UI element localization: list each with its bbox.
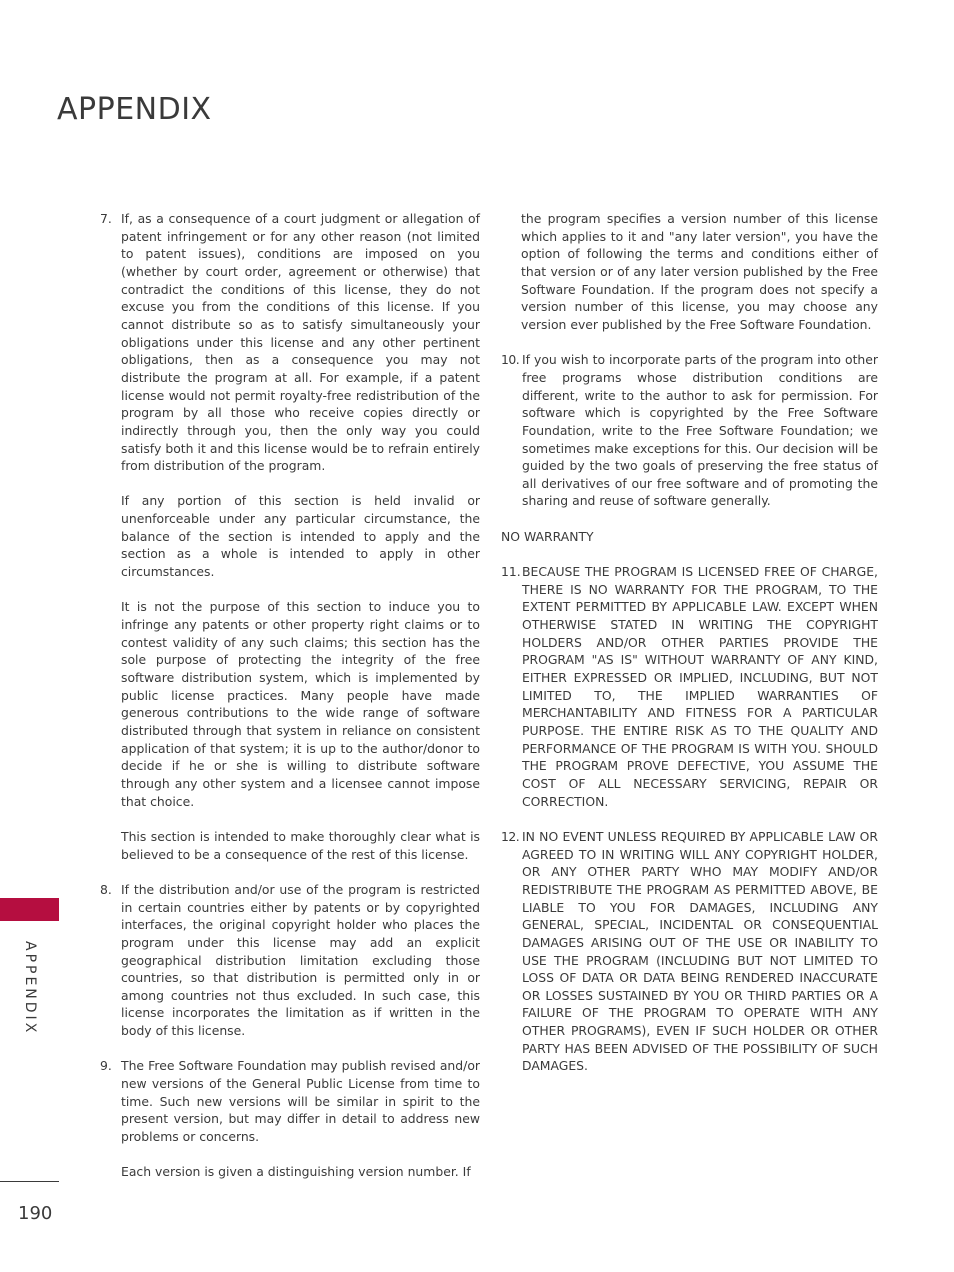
item-9-paragraph-1: The Free Software Foundation may publish revised and/or new versions of the General Public License from time to time. Such new versions will be similar in spirit to the present version, but may differ in detail to address new problems or concerns. <box>121 1058 480 1145</box>
item-number: 7. <box>100 211 112 226</box>
item-7-paragraph-3: It is not the purpose of this section to induce you to infringe any patents or other property right claims or to contest validity of any such claims; this section has the sole purpose of protecting the integrity of the free software distribution system, which is implemented by public license practices. Many people have made generous contributions to the wide range of software distributed through that system in reliance on consistent application of that system; it is up to the author/donor to decide if he or she is willing to distribute software through any other system and a licensee cannot impose that choice. <box>121 599 480 809</box>
section-accent-bar <box>0 898 59 921</box>
item-7-paragraph-2: If any portion of this section is held invalid or unenforceable under any particular circumstance, the balance of the section is intended to apply and the section as a whole is intended to apply in other circumstances. <box>121 493 480 580</box>
list-item-12 <box>501 828 878 1075</box>
item-number: 9. <box>100 1058 112 1074</box>
left-column <box>100 210 480 1181</box>
item-9-continuation: the program specifies a version number of this license which applies to it and "any later version", you have the option of following the terms and conditions either of that version or of any later version published by the Free Software Foundation. If the program does not specify a version number of this license, you may choose any version ever published by the Free Software Foundation. <box>521 211 878 332</box>
item-7-paragraph-1: If, as a consequence of a court judgment or allegation of patent infringement or for any other reason (not limited to patent issues), conditions are imposed on you (whether by court order, agreement or otherwise) that contradict the conditions of this license, they do not excuse you from the conditions of this license. If you cannot distribute so as to satisfy simultaneously your obligations under this license and any other pertinent obligations, then as a consequence you may not distribute the program at all. For example, if a patent license would not permit royalty-free redistribution of the program by all those who receive copies directly or indirectly through you, then the only way you could satisfy both it and this license would be to refrain entirely from distribution of the program. <box>121 211 480 474</box>
item-12-paragraph-1: IN NO EVENT UNLESS REQUIRED BY APPLICABLE LAW OR AGREED TO IN WRITING WILL ANY COPYRIGHT HOLDER, OR ANY OTHER PARTY WHO MAY MODIFY AND/OR REDISTRIBUTE THE PROGRAM AS PERMITTED ABOVE, BE LIABLE TO YOU FOR DAMAGES, INCLUDING ANY GENERAL, SPECIAL, INCIDENTAL OR CONSEQUENTIAL DAMAGES ARISING OUT OF THE USE OR INABILITY TO USE THE PROGRAM (INCLUDING BUT NOT LIMITED TO LOSS OF DATA OR DATA BEING RENDERED INACCURATE OR LOSSES SUSTAINED BY YOU OR THIRD PARTIES OR A FAILURE OF THE PROGRAM TO OPERATE WITH ANY OTHER PROGRAMS), EVEN IF SUCH HOLDER OR OTHER PARTY HAS BEEN ADVISED OF THE POSSIBILITY OF SUCH DAMAGES. <box>522 828 878 1074</box>
item-number: 8. <box>100 881 112 897</box>
item-11-paragraph-1: BECAUSE THE PROGRAM IS LICENSED FREE OF CHARGE, THERE IS NO WARRANTY FOR THE PROGRAM, TO THE EXTENT PERMITTED BY APPLICABLE LAW. EXCEPT WHEN OTHERWISE STATED IN WRITING THE COPYRIGHT HOLDERS AND/OR OTHER PARTIES PROVIDE THE PROGRAM "AS IS" WITHOUT WARRANTY OF ANY KIND, EITHER EXPRESSED OR IMPLIED, INCLUDING, BUT NOT LIMITED TO, THE IMPLIED WARRANTIES OF MERCHANTABILITY AND FITNESS FOR A PARTICULAR PURPOSE. THE ENTIRE RISK AS TO THE QUALITY AND PERFORMANCE OF THE PROGRAM IS WITH YOU. SHOULD THE PROGRAM PROVE DEFECTIVE, YOU ASSUME THE COST OF ALL NECESSARY SERVICING, REPAIR OR CORRECTION. <box>522 564 878 809</box>
page-title: APPENDIX <box>57 92 212 128</box>
item-number: 10. <box>501 352 520 368</box>
list-item-9 <box>100 1057 480 1181</box>
list-item-10 <box>501 351 878 510</box>
no-warranty-heading: NO WARRANTY <box>501 528 594 544</box>
item-10-paragraph-1: If you wish to incorporate parts of the program into other free programs whose distribution conditions are different, write to the author to ask for permission. For software which is copyrighted by the Free Software Foundation, write to the Free Software Foundation; we sometimes make exceptions for this. Our decision will be guided by the two goals of preserving the free status of all derivatives of our free software and of promoting the sharing and reuse of software generally. <box>522 352 878 509</box>
list-item-7 <box>100 210 480 863</box>
right-column <box>501 210 878 1075</box>
list-item-11 <box>501 563 878 810</box>
sidebar-section-label: APPENDIX <box>22 941 38 1036</box>
item-8-paragraph-1: If the distribution and/or use of the program is restricted in certain countries either by patents or by copyrighted interfaces, the original copyright holder who places the program under this license may add an explicit geographical distribution limitation excluding those countries, so that distribution is permitted only in or among countries not thus excluded. In such case, this license incorporates the limitation as if written in the body of this license. <box>121 881 480 1039</box>
item-9-paragraph-2: Each version is given a distinguishing version number. If <box>121 1164 471 1180</box>
page-number: 190 <box>18 1203 53 1224</box>
item-number: 12. <box>501 828 520 844</box>
item-number: 11. <box>501 564 521 580</box>
item-7-paragraph-4: This section is intended to make thoroughly clear what is believed to be a consequence of the rest of this license. <box>121 828 480 862</box>
list-item-8 <box>100 881 480 1040</box>
footer-divider <box>0 1181 59 1182</box>
